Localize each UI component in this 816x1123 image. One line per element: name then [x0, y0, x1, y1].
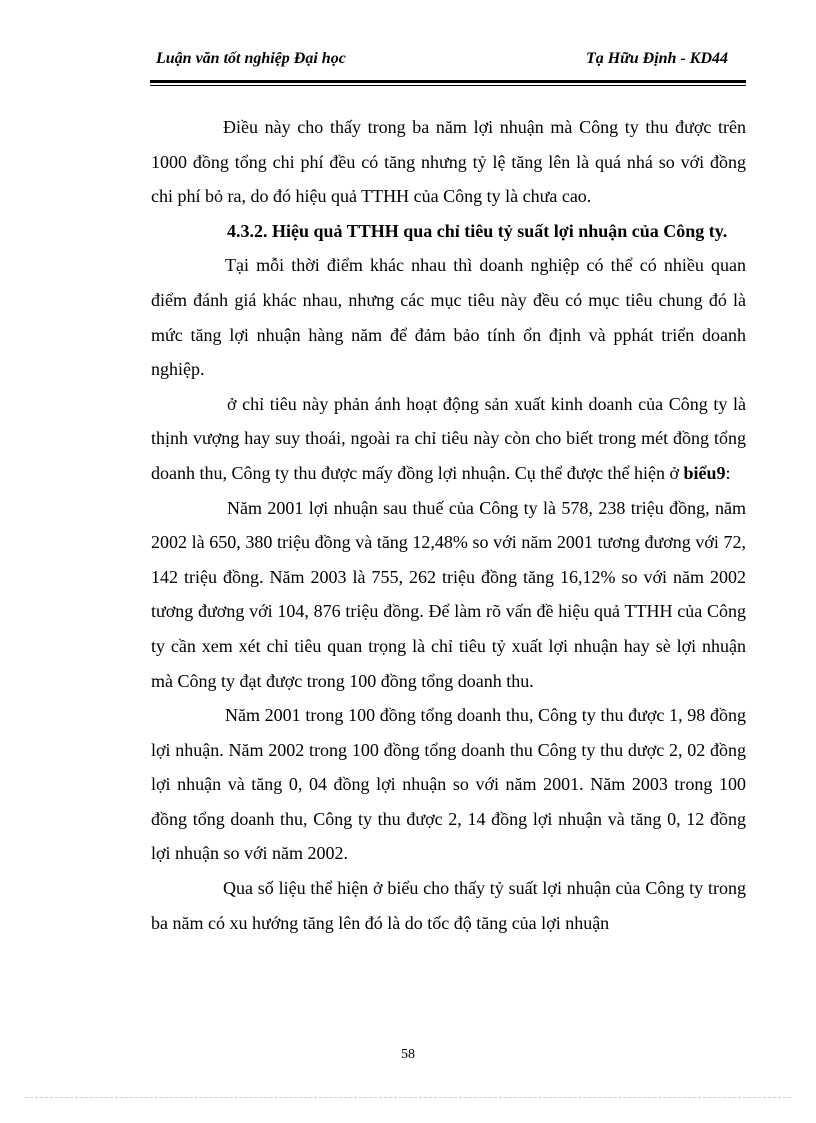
header-author: Tạ Hữu Định - KD44 [585, 50, 728, 67]
paragraph-2: Tại mỗi thời điểm khác nhau thì doanh nghiệp có thể có nhiều quan điểm đánh giá khác nhau, nhưng các mục tiêu này đều có mục tiêu chung đó là mức tăng lợi nhuận hàng năm để đảm bảo tính ổn định và pphát triển doanh nghiệp. [151, 255, 746, 380]
paragraph-5: Năm 2001 trong 100 đồng tổng doanh thu, Công ty thu được 1, 98 đồng lợi nhuận. Năm 2002 trong 100 đồng tổng doanh thu Công ty thu dược 2, 02 đồng lợi nhuận và tăng 0, 04 đồng lợi nhuận so với năm 2001. Năm 2003 trong 100 đồng tổng doanh thu, Công ty thu được 2, 14 đồng lợi nhuận và tăng 0, 12 đồng lợi nhuận so với năm 2002. [151, 705, 746, 864]
section-heading: 4.3.2. Hiệu quả TTHH qua chỉ tiêu tỷ suất lợi nhuận của Công ty. [227, 220, 728, 241]
table-reference: biểu9 [683, 462, 726, 483]
page-bottom-border [25, 1097, 791, 1098]
running-header [150, 50, 746, 72]
page-number: 58 [401, 1047, 415, 1062]
header-thesis-title: Luận văn tốt nghiệp Đại học [156, 50, 346, 67]
paragraph-4: Năm 2001 lợi nhuận sau thuế của Công ty là 578, 238 triệu đồng, năm 2002 là 650, 380 triệu đồng và tăng 12,48% so với năm 2001 tương đương với 72, 142 triệu đồng. Năm 2003 là 755, 262 triệu đồng tăng 16,12% so với năm 2002 tương đương với 104, 876 triệu đồng. Để làm rõ vấn đề hiệu quả TTHH của Công ty cần xem xét chỉ tiêu quan trọng là chỉ tiêu tỷ xuất lợi nhuận hay sè lợi nhuận mà Công ty đạt được trong 100 đồng tổng doanh thu. [151, 497, 746, 691]
paragraph-1: Điều này cho thấy trong ba năm lợi nhuận mà Công ty thu được trên 1000 đồng tổng chi phí đều có tăng nhưng tỷ lệ tăng lên là quá nhá so với đồng chi phí bỏ ra, do đó hiệu quả TTHH của Công ty là chưa cao. [151, 117, 746, 207]
header-rule-thin [150, 85, 746, 86]
header-rule-thick [150, 80, 746, 83]
paragraph-3-text: ở chỉ tiêu này phản ánh hoạt động sản xuất kinh doanh của Công ty là thịnh vượng hay suy thoái, ngoài ra chỉ tiêu này còn cho biết trong mét đồng tổng doanh thu, Công ty thu được mấy đồng lợi nhuận. Cụ thể được thể hiện ở [151, 393, 746, 483]
paragraph-6: Qua số liệu thể hiện ở biểu cho thấy tỷ suất lợi nhuận của Công ty trong ba năm có xu hướng tăng lên đó là do tốc độ tăng của lợi nhuận [151, 878, 746, 933]
page-body [151, 110, 746, 940]
paragraph-3 [151, 387, 746, 491]
paragraph-3-end: : [725, 462, 731, 483]
